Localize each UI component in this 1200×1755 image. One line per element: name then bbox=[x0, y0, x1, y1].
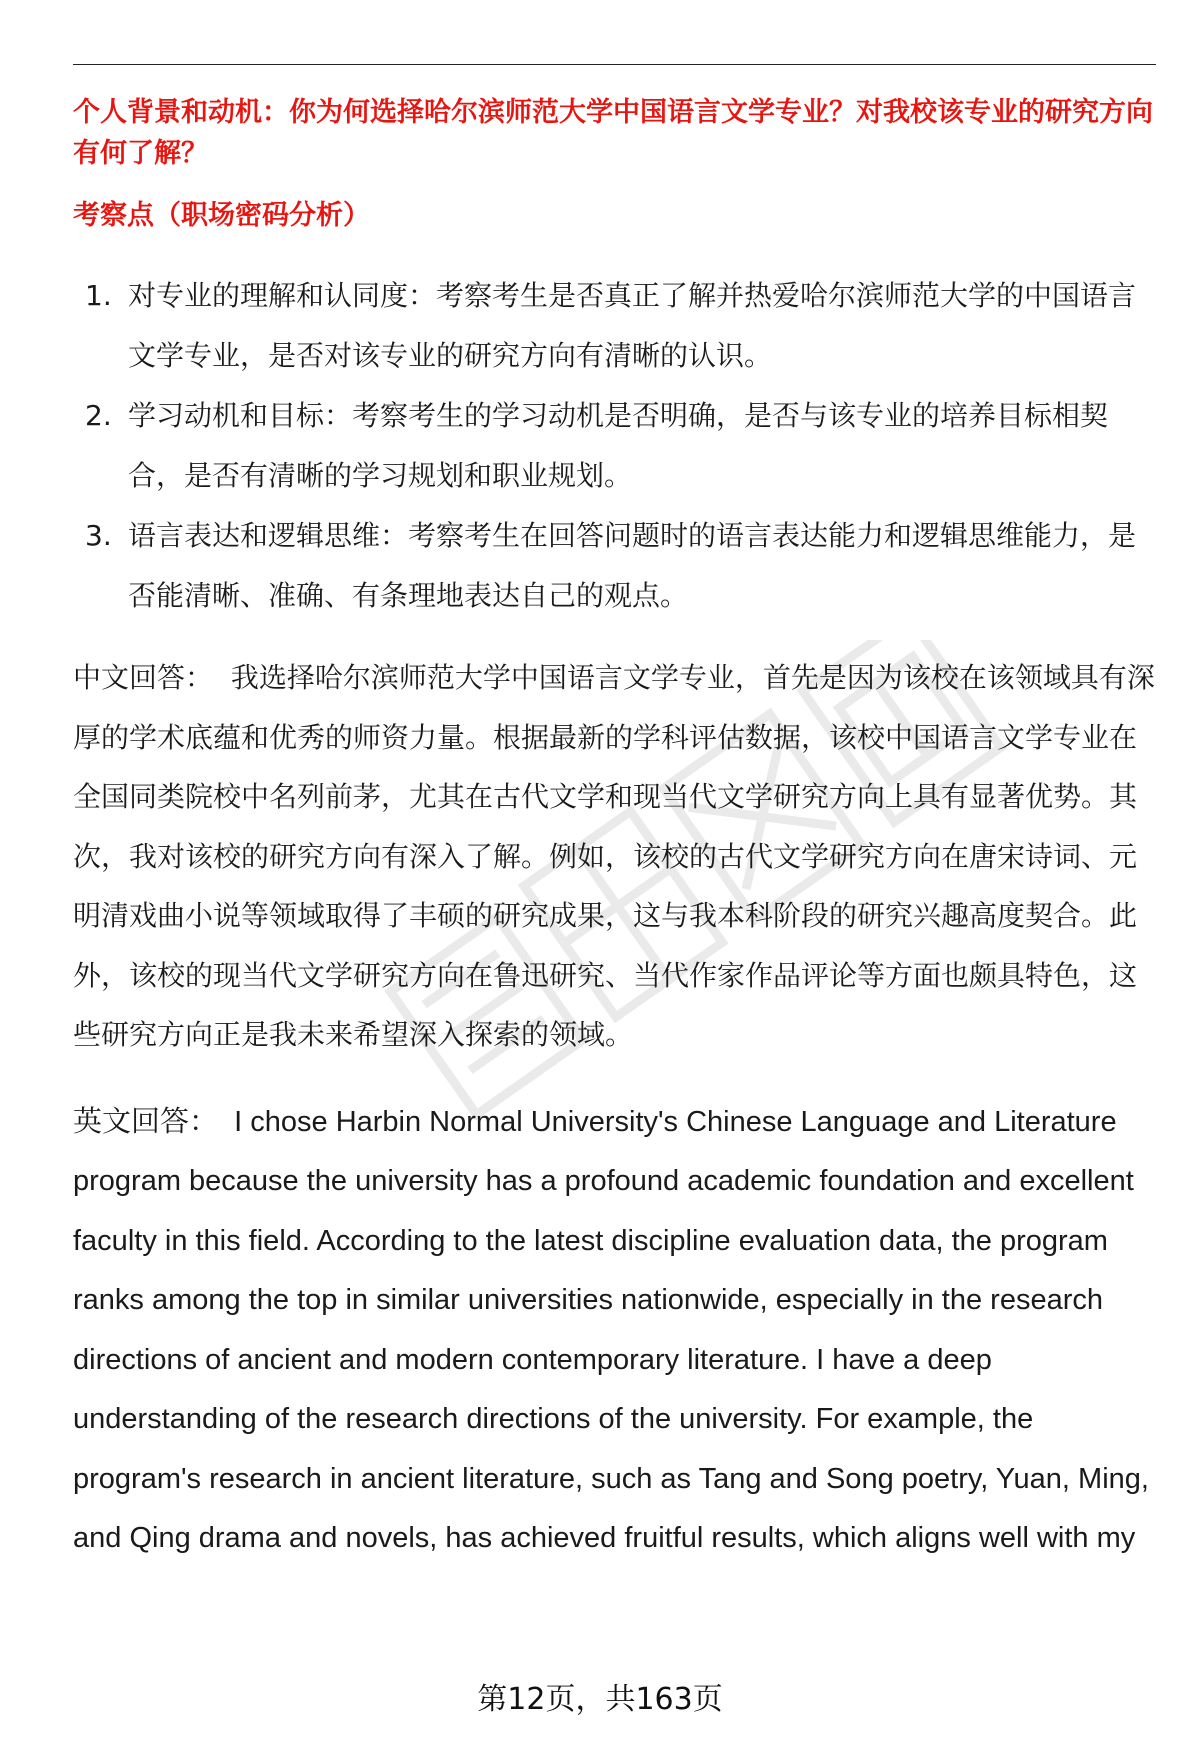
english-answer-text: I chose Harbin Normal University's Chinese Language and Literature program because the university has a profound academic foundation and excellent faculty in this field. According to the latest discipline evaluation data, the program ranks among the top in similar universities nationwide, especially in the research directions of ancient and modern contemporary literature. I have a deep understanding of the research directions of the university. For example, the program's research in ancient literature, such as Tang and Song poetry, Yuan, Ming, and Qing drama and novels, has achieved fruitful results, which aligns well with my bbox=[73, 1105, 1149, 1554]
list-item bbox=[73, 506, 1158, 626]
list-item-number: 3. bbox=[85, 519, 112, 552]
list-item-text: 对专业的理解和认同度：考察考生是否真正了解并热爱哈尔滨师范大学的中国语言文学专业，是否对该专业的研究方向有清晰的认识。 bbox=[128, 279, 1137, 372]
assessment-heading: 考察点（职场密码分析） bbox=[73, 200, 370, 231]
list-item-number: 1. bbox=[85, 279, 112, 312]
top-divider bbox=[73, 64, 1156, 65]
page-number-footer: 第12页，共163页 bbox=[477, 1682, 723, 1717]
list-item-number: 2. bbox=[85, 399, 112, 432]
page-content bbox=[73, 92, 1158, 1569]
list-item bbox=[73, 266, 1158, 386]
question-title: 个人背景和动机：你为何选择哈尔滨师范大学中国语言文学专业？对我校该专业的研究方向有何了解？ bbox=[73, 97, 1153, 169]
english-answer-label: 英文回答： bbox=[73, 1105, 219, 1138]
list-item-text: 语言表达和逻辑思维：考察考生在回答问题时的语言表达能力和逻辑思维能力，是否能清晰、准确、有条理地表达自己的观点。 bbox=[128, 519, 1137, 612]
list-item-text: 学习动机和目标：考察考生的学习动机是否明确，是否与该专业的培养目标相契合，是否有清晰的学习规划和职业规划。 bbox=[128, 399, 1109, 492]
list-item bbox=[73, 386, 1158, 506]
english-answer-paragraph bbox=[73, 1093, 1158, 1569]
assessment-points-list bbox=[73, 266, 1158, 626]
chinese-answer-text: 我选择哈尔滨师范大学中国语言文学专业，首先是因为该校在该领域具有深厚的学术底蕴和优秀的师资力量。根据最新的学科评估数据，该校中国语言文学专业在全国同类院校中名列前茅，尤其在古代文学和现当代文学研究方向上具有显著优势。其次，我对该校的研究方向有深入了解。例如，该校的古代文学研究方向在唐宋诗词、元明清戏曲小说等领域取得了丰硕的研究成果，这与我本科阶段的研究兴趣高度契合。此外，该校的现当代文学研究方向在鲁迅研究、当代作家作品评论等方面也颇具特色，这些研究方向正是我未来希望深入探索的领域。 bbox=[73, 661, 1155, 1051]
chinese-answer-paragraph bbox=[73, 648, 1158, 1065]
chinese-answer-label: 中文回答： bbox=[73, 661, 214, 694]
